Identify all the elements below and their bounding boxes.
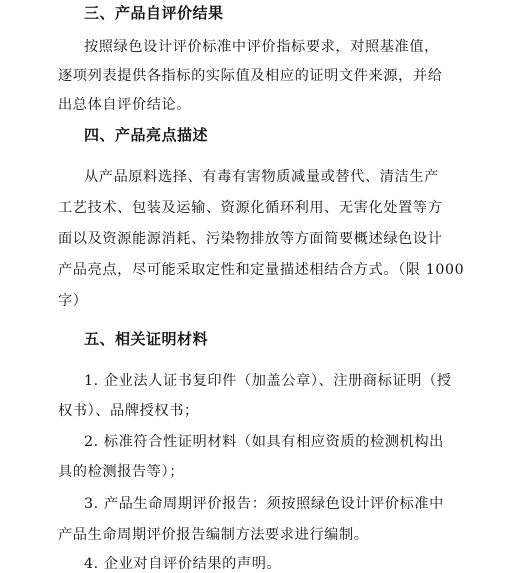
paragraph-line: 工艺技术、包装及运输、资源化循环利用、无害化处置等方 bbox=[58, 200, 443, 216]
list-item-line: 3. 产品生命周期评价报告：须按照绿色设计评价标准中 bbox=[84, 496, 444, 512]
list-item-line: 4. 企业对自评价结果的声明。 bbox=[84, 556, 282, 572]
paragraph-line: 从产品原料选择、有毒有害物质减量或替代、清洁生产 bbox=[84, 169, 439, 185]
paragraph-line: 字） bbox=[58, 293, 88, 309]
paragraph-line: 逐项列表提供各指标的实际值及相应的证明文件来源，并给 bbox=[58, 68, 443, 84]
paragraph-line: 出总体自评价结论。 bbox=[58, 97, 192, 113]
paragraph-line: 按照绿色设计评价标准中评价指标要求，对照基准值， bbox=[84, 39, 439, 55]
list-item-line: 2. 标准符合性证明材料（如具有相应资质的检测机构出 bbox=[84, 434, 444, 450]
paragraph-line: 面以及资源能源消耗、污染物排放等方面简要概述绿色设计 bbox=[58, 231, 443, 247]
paragraph-line: 产品亮点，尽可能采取定性和定量描述相结合方式。（限 1000 bbox=[58, 262, 465, 278]
section-heading-supporting-materials: 五、相关证明材料 bbox=[84, 330, 209, 348]
list-item-line: 权书）、品牌授权书； bbox=[58, 403, 199, 419]
list-item-line: 1. 企业法人证书复印件（加盖公章）、注册商标证明（授 bbox=[84, 373, 452, 389]
section-heading-self-evaluation: 三、产品自评价结果 bbox=[84, 4, 224, 22]
section-heading-highlights: 四、产品亮点描述 bbox=[84, 126, 209, 144]
list-item-line: 具的检测报告等）； bbox=[58, 464, 184, 480]
list-item-line: 产品生命周期评价报告编制方法要求进行编制。 bbox=[58, 527, 369, 543]
